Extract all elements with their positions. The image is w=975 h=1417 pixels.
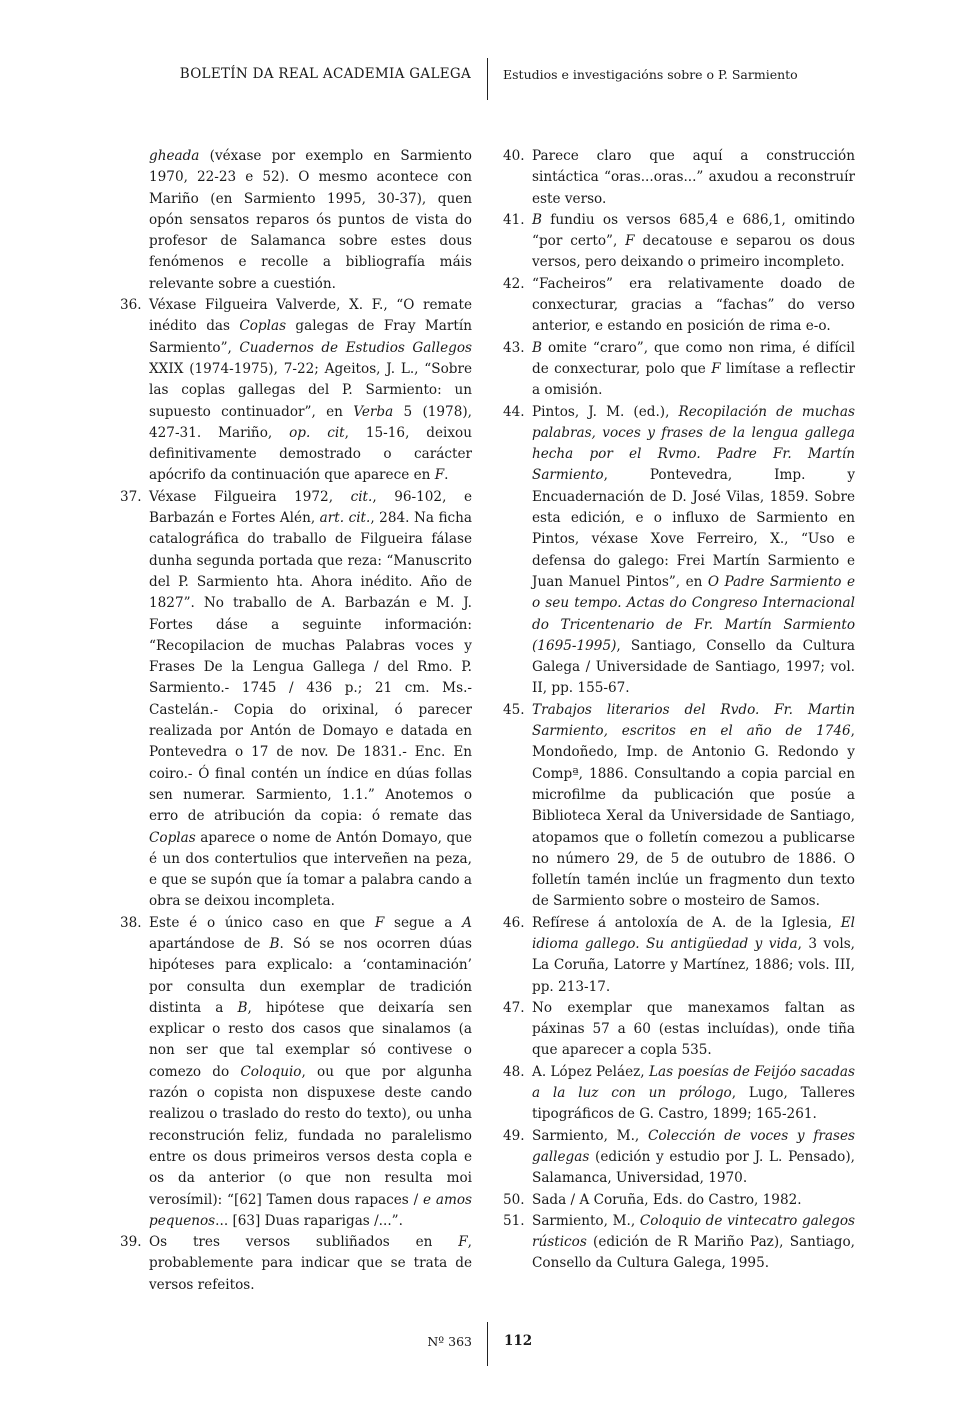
text-segment: segue a [384, 914, 463, 931]
text-segment: (edición y estudio por J. L. Pensado), Salamanca, Universidad, 1970. [532, 1148, 855, 1187]
footnote-text [532, 1190, 855, 1211]
text-segment: , ou que por algunha razón o copista non dispuxese deste cando realizou o traslado do resto do texto), ou unha reconstrución feliz, fundada no paralelismo entre os dous primeiros versos desta copla e os da anterior (o que non resulta moi verosímil): “[62] Tamen dous rapaces / [149, 1063, 472, 1208]
footnote-text [532, 1062, 855, 1126]
footnote-number: 48. [503, 1063, 525, 1080]
italic-text: F [458, 1234, 468, 1251]
text-segment: “Facheiros” era relativamente doado de conxecturar, gracias a “fachas” do verso anterior, e estando en posición de rima e-o. [532, 275, 855, 335]
footnote-number: 46. [503, 914, 525, 931]
footnote-text [532, 913, 855, 998]
text-segment: Sarmiento, M., [532, 1127, 648, 1144]
text-segment: (edición de R Mariño Paz), Santiago, Consello da Cultura Galega, 1995. [532, 1234, 855, 1272]
footnote-text [149, 913, 472, 1232]
italic-text: F [711, 360, 721, 377]
footnote [503, 402, 855, 700]
text-segment: A. López Peláez, [532, 1063, 649, 1080]
footnote [503, 1126, 855, 1190]
footnote [503, 210, 855, 274]
italic-text: gheada [149, 148, 200, 164]
text-segment: , 96-102, e Barbazán e Fortes Alén, [149, 488, 472, 527]
right-footnotes [503, 146, 855, 1275]
footnote [503, 700, 855, 913]
footnote [503, 913, 855, 998]
footnote-text [532, 700, 855, 913]
running-header [0, 58, 975, 100]
italic-text: op. cit [289, 424, 345, 441]
footnote-text [532, 338, 855, 402]
footnote [120, 295, 472, 487]
italic-text: F [434, 467, 445, 484]
text-segment: No exemplar que manexamos faltan as páxinas 57 a 60 (estas incluídas), onde tiña que aparecer a copla 535. [532, 999, 855, 1059]
text-segment: , probablemente para indicar que se trata de versos refeitos. [149, 1234, 472, 1293]
italic-text: Verba [353, 403, 394, 420]
page-footer [0, 1322, 975, 1366]
issue-number: Nº 363 [427, 1334, 472, 1349]
text-segment: Este é o único caso en que [149, 914, 375, 931]
italic-text: Recopilación de muchas palabras, voces y frases de la lengua gallega hecha por el Rvmo. Padre Fr. Martín Sarmiento [532, 403, 855, 484]
footnote-text [532, 1126, 855, 1190]
text-segment: apartándose de [149, 935, 270, 952]
footnote [503, 338, 855, 402]
text-segment: Véxase Filgueira Valverde, X. F., “O remate inédito das [149, 297, 472, 335]
footnote-number: 37. [120, 488, 142, 505]
italic-text: Las poesías de Feijóo sacadas a la luz con un prólogo [532, 1063, 856, 1102]
italic-text: O Padre Sarmiento e o seu tempo. Actas do Congreso Internacional do Tricentenario de Fr. Martín Sarmiento (1695-1995) [532, 573, 856, 654]
footnote-text [532, 402, 855, 700]
footnote-text [532, 146, 855, 210]
text-segment: , Lugo, Talleres tipográficos de G. Castro, 1899; 165-261. [532, 1085, 855, 1123]
text-segment: limítase a reflectir a omisión. [532, 360, 855, 399]
text-segment: fundiu os versos 685,4 e 686,1, omitindo “por certo”, [532, 211, 855, 250]
text-segment: , 15-16, deixou definitivamente demostrado o carácter apócrifo da continuación que aparece en [149, 424, 472, 484]
left-footnotes [120, 295, 472, 1296]
text-segment: Parece claro que aquí a construcción sintáctica “oras...oras...” axudou a reconstruír este verso. [532, 148, 855, 207]
text-segment: ... [63] Duas raparigas /...”. [215, 1212, 403, 1229]
italic-text: B [237, 999, 248, 1016]
footnote [503, 274, 855, 338]
footnote [503, 1190, 855, 1211]
footer-divider [487, 1322, 488, 1366]
italic-text: cit. [350, 488, 373, 505]
text-segment: galegas de Fray Martín Sarmiento”, [149, 318, 472, 356]
text-segment: Sada / A Coruña, Eds. do Castro, 1982. [532, 1191, 802, 1208]
italic-text: Cuadernos de Estudios Gallegos [239, 339, 472, 356]
left-column [120, 146, 472, 1296]
footnote-number: 36. [120, 297, 142, 314]
footnote [503, 146, 855, 210]
text-segment: omite “craro”, que como non rima, é difícil de conxecturar, polo que [532, 339, 855, 377]
journal-title: BOLETÍN DA REAL ACADEMIA GALEGA [179, 66, 471, 82]
page-number: 112 [504, 1333, 533, 1349]
italic-text: Coloquio de vintecatro galegos rústicos [532, 1212, 856, 1251]
italic-text: El idioma gallego. Su antigüedad y vida [532, 914, 855, 952]
footnote-number: 40. [503, 148, 525, 164]
footnote-number: 50. [503, 1191, 525, 1208]
footnote-text [149, 295, 472, 487]
footnote-number: 42. [503, 275, 525, 292]
footnote-number: 44. [503, 403, 525, 420]
text-segment: Véxase Filgueira 1972, [149, 488, 351, 505]
text-segment: , Santiago, Consello da Cultura Galega / Universidade de Santiago, 1997; vol. II, pp. 155-67. [532, 637, 855, 697]
section-title: Estudios e investigacións sobre o P. Sarmiento [503, 67, 798, 82]
footnote [503, 1211, 855, 1275]
text-segment: , 284. Na ficha catalográfica do traballo de Filgueira fálase dunha segunda portada que reza: “Manuscrito del P. Sarmiento hta. Ahora inédito. Año de 1827”. No traballo de A. Barbazán e M. J. Fortes dáse a seguinte información: “Recopilacion de muchas Palabras voces y Frases De la Lengua Gallega / del Rmo. P. Sarmiento.- 1745 / 436 p.; 21 cm. Ms.-Castelán.- Copia do orixinal, ó parecer realizada por Antón de Domayo e datada en Pontevedra o 17 de nov. De 1831.- Enc. En coiro.- Ó final contén un índice en dúas follas sen numerar. Sarmiento, 1.1.” Anotemos o erro de atribución da copia: ó remate das [149, 510, 473, 825]
footnote [503, 1062, 855, 1126]
italic-text: F [625, 233, 635, 250]
footnote [120, 487, 472, 913]
footnote-text [532, 998, 855, 1062]
italic-text: art. cit. [319, 510, 371, 527]
italic-text: B [269, 935, 280, 952]
text-segment: decatouse e separou os dous versos, pero deixando o primeiro incompleto. [532, 233, 855, 271]
text-segment: . [444, 467, 449, 484]
footnote-number: 38. [120, 914, 142, 931]
text-segment: aparece o nome de Antón Domayo, que é un dos contertulios que interveñen na peza, e que se supón que ía tomar a palabra cando a obra se deixou incompleta. [149, 829, 472, 910]
footnote-number: 41. [503, 211, 525, 228]
footnote-text [532, 274, 855, 338]
text-segment: , Pontevedra, Imp. y Encuadernación de D. José Vilas, 1859. Sobre esta edición, e o influxo de Sarmiento en Pintos, véxase Xove Ferreiro, X., “Uso e defensa do galego: Frei Martín Sarmiento e Juan Manuel Pintos”, en [532, 467, 855, 590]
italic-text: Coloquio [240, 1063, 302, 1080]
text-segment: (véxase por exemplo en Sarmiento 1970, 22-23 e 52). O mesmo acontece con Mariño (en Sarmiento 1995, 30-37), quen opón sensatos reparos ós puntos de vista do profesor de Salamanca sobre estes dous fenómenos e recolle a bibliografía máis relevante sobre a cuestión. [149, 148, 472, 292]
italic-text: e amos pequenos [149, 1191, 472, 1229]
footnote-number: 47. [503, 999, 525, 1016]
footnote-number: 43. [503, 339, 525, 356]
right-column [503, 146, 855, 1275]
italic-text: Coplas [149, 829, 196, 846]
italic-text: Trabajos literarios del Rvdo. Fr. Martin Sarmiento, escritos en el año de 1746 [532, 701, 855, 740]
footnote-continuation [120, 146, 472, 295]
footnote [503, 998, 855, 1062]
text-segment: XXIX (1974-1975), 7-22; Ageitos, J. L., “Sobre las coplas gallegas del P. Sarmiento: un supuesto continuador”, en [149, 360, 472, 420]
footnote-text [149, 487, 472, 913]
footnote-number: 39. [120, 1234, 142, 1251]
footnote [120, 1232, 472, 1296]
text-segment: , hipótese que deixaría sen explicar o resto dos casos que sinalamos (a non ser que tal exemplar só contivese o comezo do [149, 999, 472, 1080]
text-segment: , 3 vols, La Coruña, Latorre y Martínez, 1886; vols. III, pp. 213-17. [532, 935, 855, 995]
text-segment: Sarmiento, M., [532, 1212, 640, 1229]
footnote-text [149, 1232, 472, 1296]
footnote-text [532, 210, 855, 274]
italic-text: B [532, 211, 542, 228]
italic-text: Coplas [239, 318, 287, 335]
text-segment: Pintos, J. M. (ed.), [532, 403, 679, 420]
text-segment: , Mondoñedo, Imp. de Antonio G. Redondo y Compª, 1886. Consultando a copia parcial en microfilme da publicación que posúe a Biblioteca Xeral da Universidade de Santiago, atopamos que o folletín comezou a publicarse no número 29, de 5 de outubro de 1886. O folletín tamén inclúe un fragmento dun texto de Sarmiento sobre o mosteiro de Samos. [532, 723, 855, 910]
text-segment: Refírese á antoloxía de A. de la Iglesia, [532, 914, 841, 931]
footnote [120, 913, 472, 1232]
footnote-number: 49. [503, 1127, 525, 1144]
footnote-text [532, 1211, 855, 1275]
italic-text: Colección de voces y frases gallegas [532, 1127, 855, 1165]
footnote-number: 51. [503, 1212, 525, 1229]
italic-text: B [532, 339, 542, 356]
text-segment: Os tres versos subliñados en [149, 1234, 459, 1251]
italic-text: A [462, 914, 472, 931]
footnote-number: 45. [503, 701, 525, 718]
text-segment: . Só se nos ocorren dúas hipóteses para explicalo: a ‘contaminación’ por consulta dun exemplar de tradición distinta a [149, 935, 472, 1016]
italic-text: F [374, 914, 385, 931]
header-divider [487, 58, 488, 100]
text-segment: 5 (1978), 427-31. Mariño, [149, 403, 472, 441]
